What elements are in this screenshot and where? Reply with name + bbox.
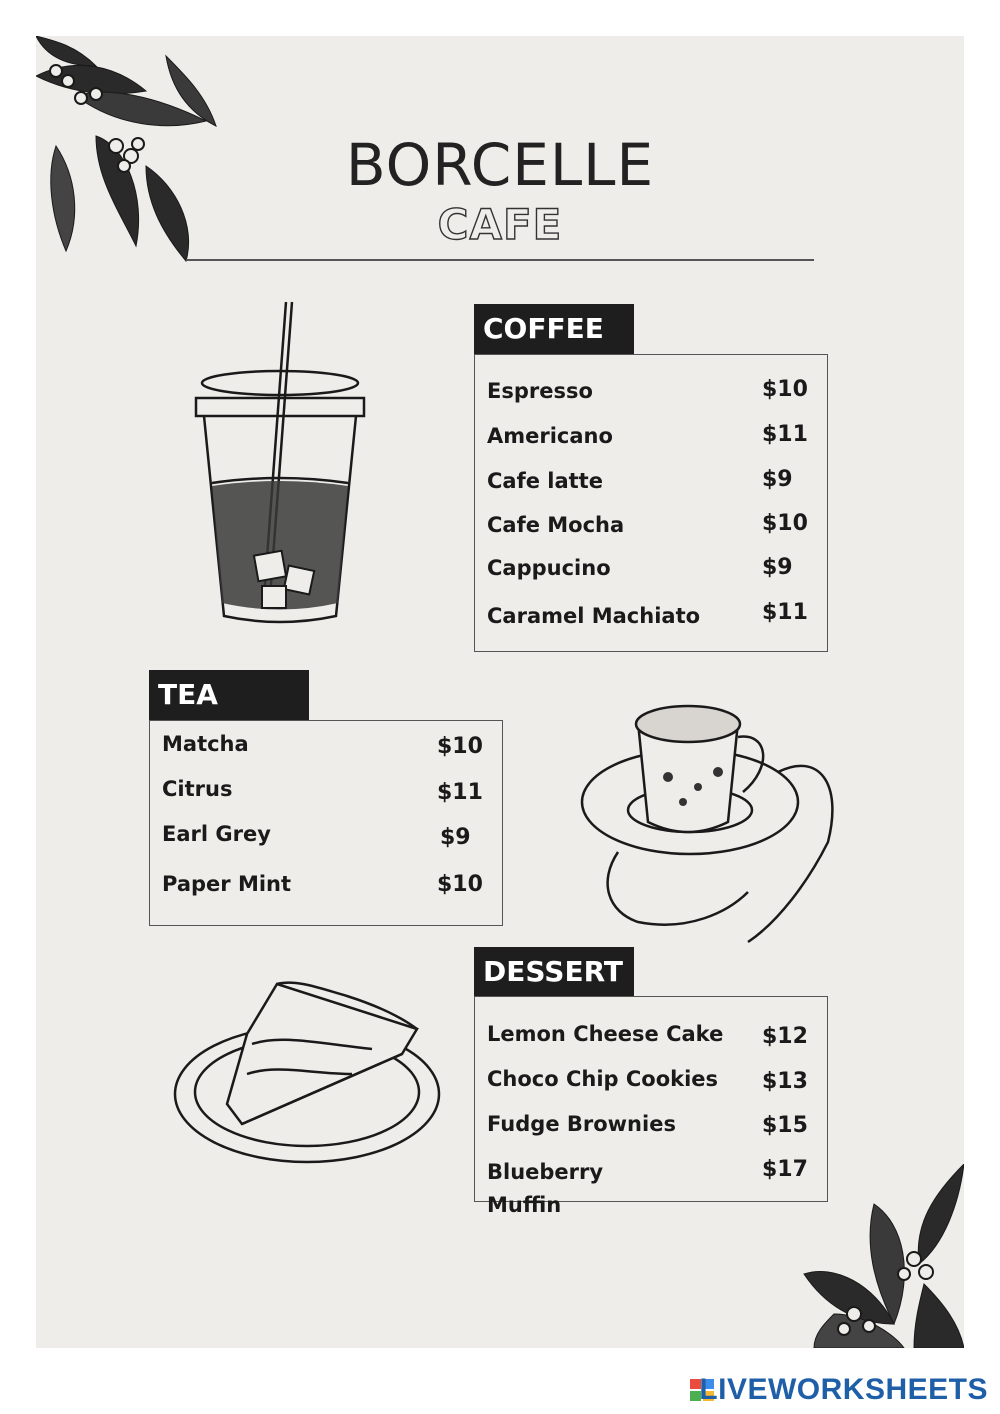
menu-sheet bbox=[36, 36, 964, 1348]
coffee-item-price: $10 bbox=[762, 377, 808, 402]
coffee-item-name: Cafe latte bbox=[487, 469, 603, 493]
menu-title: BORCELLE bbox=[345, 131, 655, 199]
tea-item-name: Citrus bbox=[162, 777, 233, 801]
iced-coffee-cup-icon bbox=[186, 298, 376, 628]
tea-item-price: $10 bbox=[437, 872, 483, 897]
tea-heading: TEA bbox=[149, 670, 309, 720]
dessert-item-price: $17 bbox=[762, 1157, 808, 1182]
dessert-item-name: Blueberry Muffin bbox=[487, 1160, 604, 1217]
dessert-item-name: Choco Chip Cookies bbox=[487, 1067, 719, 1091]
title-divider bbox=[186, 259, 814, 261]
coffee-item-name: Caramel Machiato bbox=[487, 604, 701, 628]
coffee-item-price: $11 bbox=[762, 422, 808, 447]
dessert-item-name: Lemon Cheese Cake bbox=[487, 1022, 724, 1046]
tea-item-name: Matcha bbox=[162, 732, 249, 756]
coffee-item-price: $11 bbox=[762, 600, 808, 625]
tea-item-price: $10 bbox=[437, 734, 483, 759]
coffee-item-price: $9 bbox=[762, 467, 793, 492]
coffee-item-price: $10 bbox=[762, 511, 808, 536]
pie-slice-icon bbox=[172, 974, 442, 1164]
coffee-heading: COFFEE bbox=[474, 304, 634, 354]
dessert-item-price: $15 bbox=[762, 1113, 808, 1138]
dessert-item-price: $12 bbox=[762, 1024, 808, 1049]
coffee-item-name: Espresso bbox=[487, 379, 593, 403]
tea-item-name: Paper Mint bbox=[162, 872, 292, 896]
tea-item-name: Earl Grey bbox=[162, 822, 271, 846]
teacup-icon bbox=[578, 692, 848, 954]
coffee-item-name: Cappucino bbox=[487, 556, 611, 580]
coffee-item-name: Americano bbox=[487, 424, 613, 448]
dessert-item-price: $13 bbox=[762, 1069, 808, 1094]
dessert-heading: DESSERT bbox=[474, 947, 634, 997]
coffee-item-name: Cafe Mocha bbox=[487, 513, 625, 537]
footer-brand[interactable]: LIVEWORKSHEETS bbox=[699, 1373, 988, 1406]
tea-item-price: $9 bbox=[440, 825, 471, 850]
dessert-item-name: Fudge Brownies bbox=[487, 1112, 676, 1136]
tea-item-price: $11 bbox=[437, 780, 483, 805]
coffee-item-price: $9 bbox=[762, 555, 793, 580]
menu-subtitle: CAFE bbox=[437, 200, 563, 249]
